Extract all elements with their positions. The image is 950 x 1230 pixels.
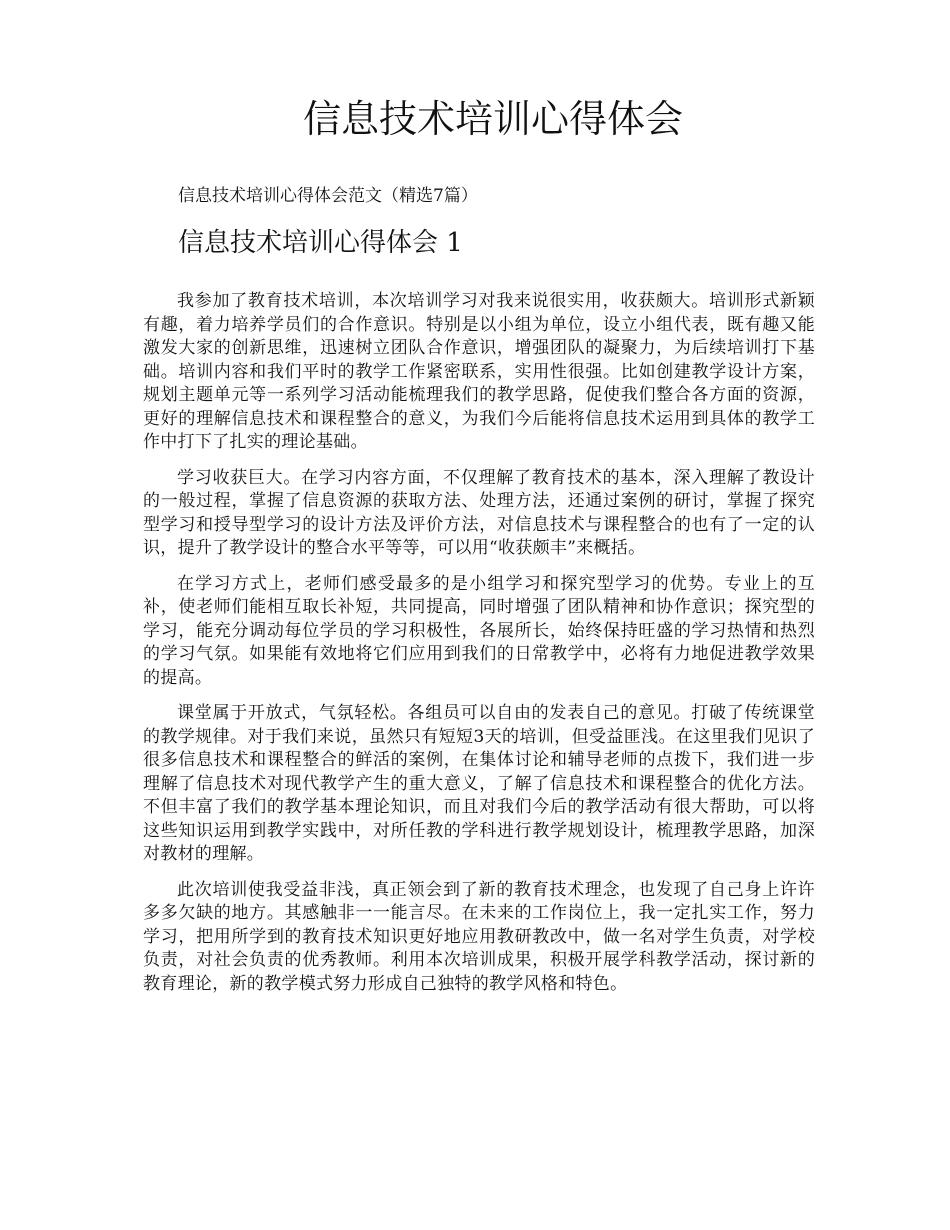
page-title: 信息技术培训心得体会	[302, 97, 683, 141]
paragraph-1: 我参加了教育技术培训，本次培训学习对我来说很实用，收获颇大。培训形式新颖有趣，着力培养学员们的合作意识。特别是以小组为单位，设立小组代表，既有趣又能激发大家的创新思维，迅速树立团队合作意识，增强团队的凝聚力，为后续培训打下基础。培训内容和我们平时的教学工作紧密联系，实用性很强。比如创建教学设计方案，规划主题单元等一系列学习活动能梳理我们的教学思路，促使我们整合各方面的资源，更好的理解信息技术和课程整合的意义，为我们今后能将信息技术运用到具体的教学工作中打下了扎实的理论基础。	[143, 291, 815, 452]
paragraph-5: 此次培训使我受益非浅，真正领会到了新的教育技术理念，也发现了自己身上许许多多欠缺的地方。其感触非一一能言尽。在未来的工作岗位上，我一定扎实工作，努力学习，把用所学到的教育技术知识更好地应用教研教改中，做一名对学生负责，对学校负责，对社会负责的优秀教师。利用本次培训成果，积极开展学科教学活动，探讨新的教育理论，新的教学模式努力形成自己独特的教学风格和特色。	[143, 879, 815, 994]
paragraph-3: 在学习方式上，老师们感受最多的是小组学习和探究型学习的优势。专业上的互补，使老师们能相互取长补短，共同提高，同时增强了团队精神和协作意识；探究型的学习，能充分调动每位学员的学习积极性，各展所长，始终保持旺盛的学习热情和热烈的学习气氛。如果能有效地将它们应用到我们的日常教学中，必将有力地促进教学效果的提高。	[143, 573, 815, 688]
document-body	[143, 290, 815, 1008]
paragraph-4: 课堂属于开放式，气氛轻松。各组员可以自由的发表自己的意见。打破了传统课堂的教学规律。对于我们来说，虽然只有短短3天的培训，但受益匪浅。在这里我们见识了很多信息技术和课程整合的鲜活的案例，在集体讨论和辅导老师的点拨下，我们进一步理解了信息技术对现代教学产生的重大意义，了解了信息技术和课程整合的优化方法。不但丰富了我们的教学基本理论知识，而且对我们今后的教学活动有很大帮助，可以将这些知识运用到教学实践中，对所任教的学科进行教学规划设计，梳理教学思路，加深对教材的理解。	[143, 703, 815, 864]
document-subtitle: 信息技术培训心得体会范文（精选7篇）	[178, 186, 478, 206]
paragraph-2: 学习收获巨大。在学习内容方面，不仅理解了教育技术的基本，深入理解了教设计的一般过程，掌握了信息资源的获取方法、处理方法，还通过案例的研讨，掌握了探究型学习和授导型学习的设计方法及评价方法，对信息技术与课程整合的也有了一定的认识，提升了教学设计的整合水平等等，可以用“收获颇丰”来概括。	[143, 467, 815, 558]
section-heading: 信息技术培训心得体会 1	[178, 228, 463, 258]
